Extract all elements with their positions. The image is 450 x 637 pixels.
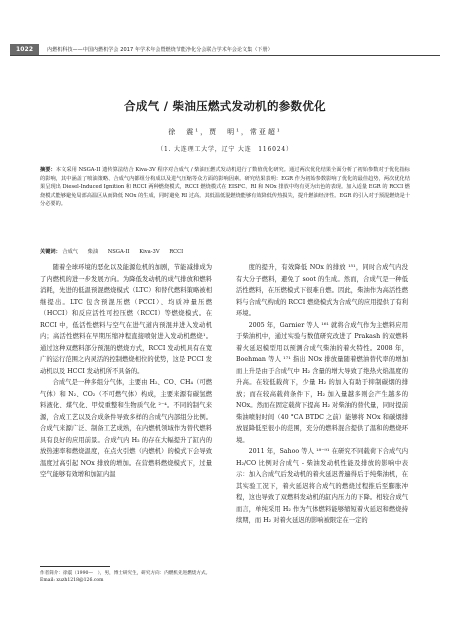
running-header [10, 44, 440, 56]
abstract-label: 摘要： [40, 167, 56, 173]
footnote-author: 作者简介：徐震（1990— ），男，博士研究生，研究方向：内燃机先进燃烧方式。 [40, 571, 211, 576]
footnote [40, 570, 212, 584]
keyword: 柴油 [87, 249, 99, 255]
body-paragraph: 合成气是一种多组分气体，主要由 H₂、CO、CH₄（可燃气体）和 N₂、CO₂（不可燃气体）构成，主要来源有碳氢燃料液化、煤气化、甲烷重整和生物质气化 ²⁻⁴。不同的制气来源，合成工艺以及合成条件导致多样的合成气内部组分比例。合成气来源广泛、制备工艺成熟，在内燃机领域作为替代燃料具有良好的应用前景。合成气内 H₂ 的存在大幅提升了缸内的放热速率和燃烧温度，在点火引燃（内燃机）的模式下会导致温度过高引起 NOx 排放的增加。在营燃料燃烧模式下，过量空气能够有效增和加缸内温 [40, 379, 212, 478]
body-right-column [236, 262, 408, 527]
body-paragraph: 2005 年，Garnier 等人 ¹⁶¹ 就将合成气作为主燃料应用于柴油机中，通过实验与数值研究改进了 Prakash 的双燃料着火延迟模型用以预测合成气柴油的着火特性。2008 年，Boehman 等人 ¹⁷¹ 指出 NOx 排放量随着燃油替代率的增加而上升是由于合成气中 H₂ 含量的增大导致了绝热火焰温度的升高。在较低载荷下，少量 H₂ 的加入有助于抑制碳烟的排放；而在较高载荷条件下，H₂ 加入量越多则会产生越多的 NOx。然而在固定载荷下提高 H₂ 对柴油的替代量，同时提前柴油喷射时间（40 °CA BTDC 之前）能够将 NOx 和碳烟排放显降低至很小的范围，充分的燃料混合提供了温和的燃烧环境。 [236, 321, 408, 444]
body-paragraph: 2011 年，Sahoo 等人 ¹⁸⁻⁹¹ 在研究不同载荷下合成气内 H₂/CO 比例对合成气 - 柴油发动机性能及排放的影响中表示：加入合成气后发动机的着火延迟普遍得后于纯柴油机，在其实验工况下，着火延迟将合成气的燃烧过程推后至膨胀冲程，这也导致了双燃料发动机的缸内压力的下降。相较合成气而言，单纯采用 H₂ 作为气体燃料能够缩短着火延迟和燃烧持续期，而 H₂ 对着火延迟的影响被限定在一定的 [236, 448, 408, 524]
keywords [40, 248, 410, 256]
keyword: 合成气 [62, 249, 78, 255]
body-left-column [40, 262, 212, 481]
keywords-label: 关键词： [40, 249, 61, 255]
running-title: 内燃机科技——中国内燃机学会 2017 年学术年会暨燃烧节能净化分会联合学术年会论文集（下册） [47, 47, 273, 53]
body-paragraph: 度的提升，有效降低 NOx 的排放 ¹⁵¹，同时合成气内没有大分子燃料，避免了 soot 的生成。然而，合成气是一种低活性燃料，在压燃模式下很难自燃。因此，柴油作为高活性燃料与合成气构成的 RCCI 燃烧模式为合成气的应用提供了有利环境。 [236, 264, 408, 317]
affiliation: （1. 大连理工大学，辽宁 大连 116024） [157, 146, 293, 153]
keyword: RCCI [169, 249, 184, 255]
abstract [40, 166, 410, 209]
keyword: NSGA-II [107, 249, 130, 255]
footnote-email: Email: xuzh1218@126.com [40, 578, 104, 583]
footnote-divider [40, 566, 110, 567]
keyword: Kiva-3V [139, 249, 160, 255]
paper-title: 合成气 / 柴油压燃式发动机的参数优化 [124, 99, 326, 113]
body-paragraph: 随着全球环境的恶化以及能源危机的加剧，节能减排成为了内燃机的进一步发展方向。为降低发动机的成气排放和燃料消耗，先进的低温预混燃烧模式（LTC）和替代燃料策略被相继提出。LTC 包含预混压燃（PCCI）、均质冲量压燃（HCCI）和反应活性可控压燃（RCCI）等燃烧模式。在 RCCI 中，低活性燃料与空气在进气道内预混并进入发动机内；高活性燃料在早期压缩冲程直接喷射进入发动机燃烧¹。通过这种双燃料部分预混的燃烧方式，RCCI 发动机具有在宽广的运行范围之内灵活的控制燃烧相位的优势，这是 PCCI 发动机以及 HCCI 发动机所不具备的。 [40, 264, 212, 375]
authors: 徐 震¹，贾 明¹，常亚超¹ [168, 128, 282, 136]
page-number: 1022 [10, 44, 39, 55]
abstract-text: 本文采用 NSGA-II 遗传算法结合 Kiva-3V 程序对合成气 / 柴油压燃式发动机进行了数值优化研究。通过两次优化结果全面分析了初始参数对于优化指标的影响，其中涵盖了喷油策略、合成气内都组分构成以及进气压缩等众方面的影响因素。研究结果表明：EGR 作为初始参数影响了优化的最佳趋势，两次优化结果呈现出 Diesel-Induced Ignition 和 RCCI 两种燃烧模式，RCCI 燃烧模式在 EISFC、RI 和 NOx 排放中均有更为出色的表现。加入适量 EGR 的 RCCI 燃烧模式能够避免局部高温区从而降低 NOx 的生成，同时避免 RI 过高。其低温低混燃烧能够有效降低传热损失，提升燃油经济性。EGR 的引入对于预混燃烧是十分必要的。 [40, 167, 410, 208]
